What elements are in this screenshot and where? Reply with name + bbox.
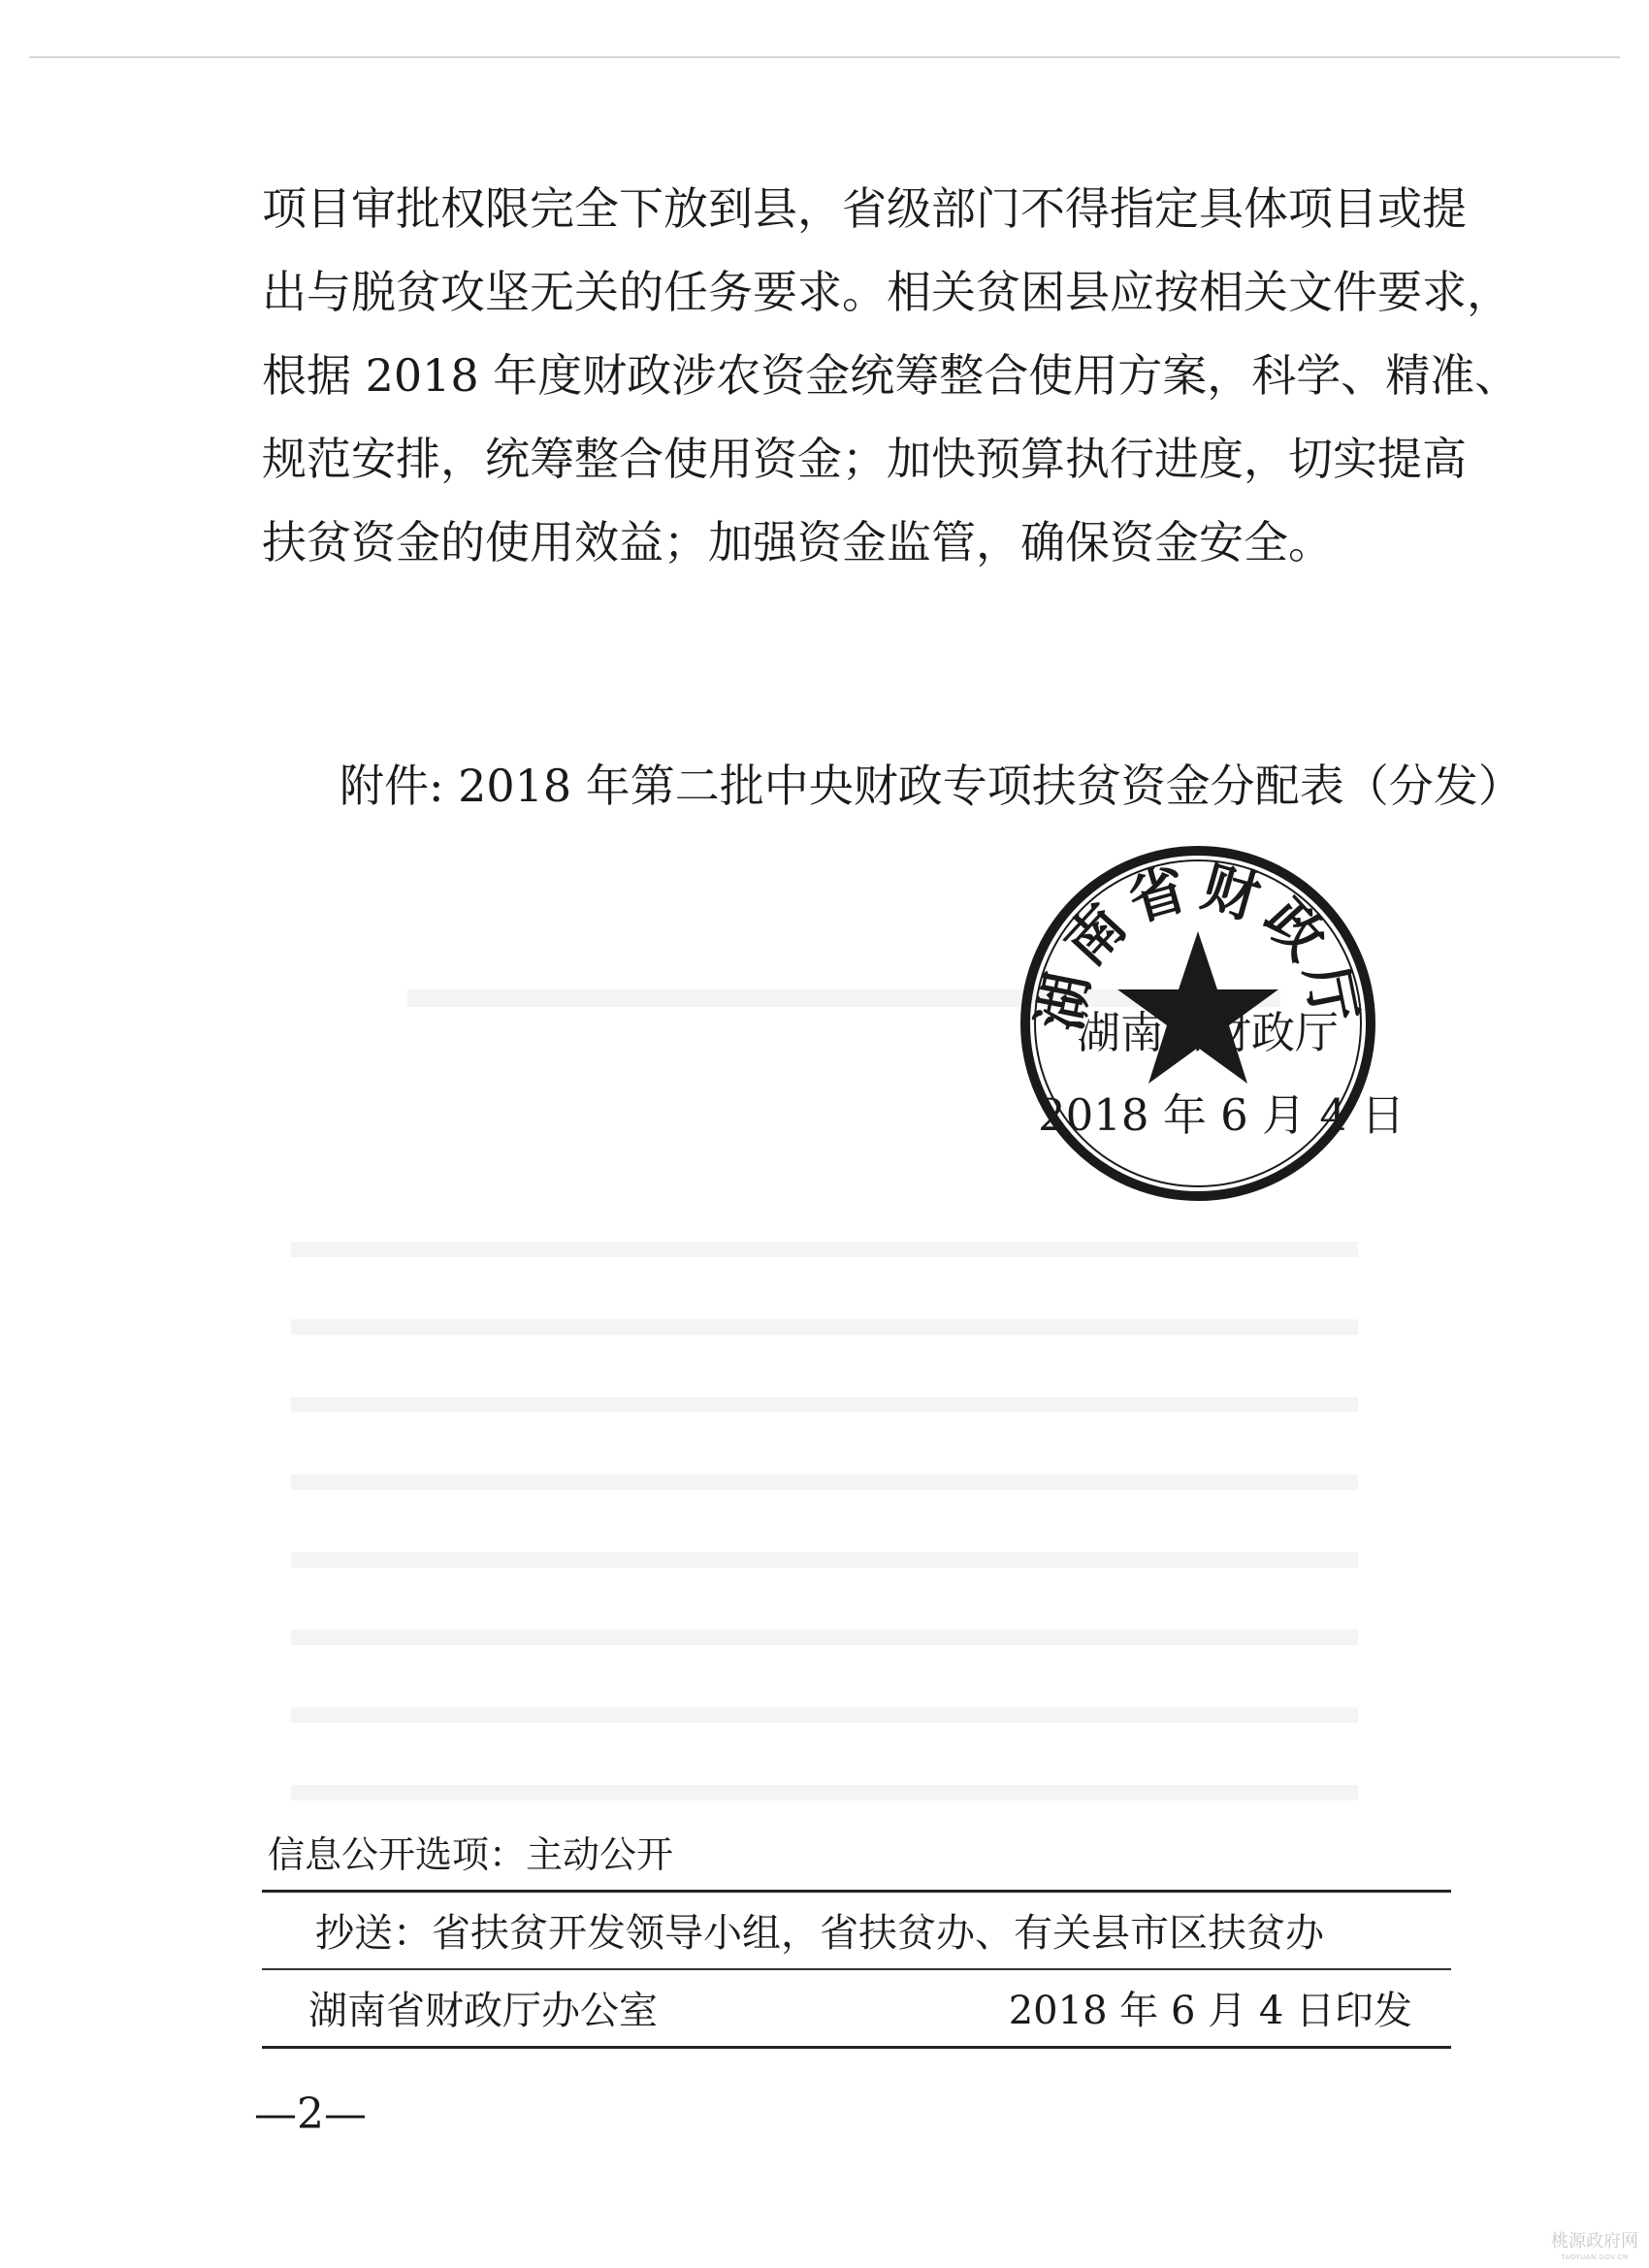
seal-arc-text: 湖南省财政厅 xyxy=(1025,853,1371,1036)
watermark-en: TAOYUAN.GOV.CN xyxy=(1561,2253,1629,2261)
site-watermark xyxy=(1550,2231,1639,2262)
page-number: —2— xyxy=(254,2090,367,2139)
body-line-5: 扶贫资金的使用效益；加强资金监管，确保资金安全。 xyxy=(262,516,1333,568)
attachment-note: 附件: 2018 年第二批中央财政专项扶贫资金分配表（分发） xyxy=(340,760,1523,812)
document-footer xyxy=(262,1820,1451,2049)
body-line-2: 出与脱贫攻坚无关的任务要求。相关贫困县应按相关文件要求， xyxy=(262,266,1511,318)
top-rule xyxy=(29,56,1620,58)
signature-date: 2018 年 6 月 4 日 xyxy=(1038,1089,1406,1141)
body-line-3: 根据 2018 年度财政涉农资金统筹整合使用方案，科学、精准、 xyxy=(262,349,1520,402)
body-line-4: 规范安排，统筹整合使用资金；加快预算执行进度，切实提高 xyxy=(262,433,1467,485)
issuer: 湖南省财政厅办公室 xyxy=(308,1989,658,2033)
body-line-1: 项目审批权限完全下放到县，省级部门不得指定具体项目或提 xyxy=(262,182,1467,235)
issue-line xyxy=(262,1970,1451,2049)
cc-line: 抄送：省扶贫开发领导小组，省扶贫办、有关县市区扶贫办 xyxy=(262,1893,1451,1970)
public-option: 信息公开选项：主动公开 xyxy=(262,1820,1451,1893)
issue-date: 2018 年 6 月 4 日印发 xyxy=(1008,1989,1412,2033)
watermark-cn: 桃源政府网 xyxy=(1551,2231,1638,2252)
signature-org: 湖南省财政厅 xyxy=(1077,1007,1340,1058)
